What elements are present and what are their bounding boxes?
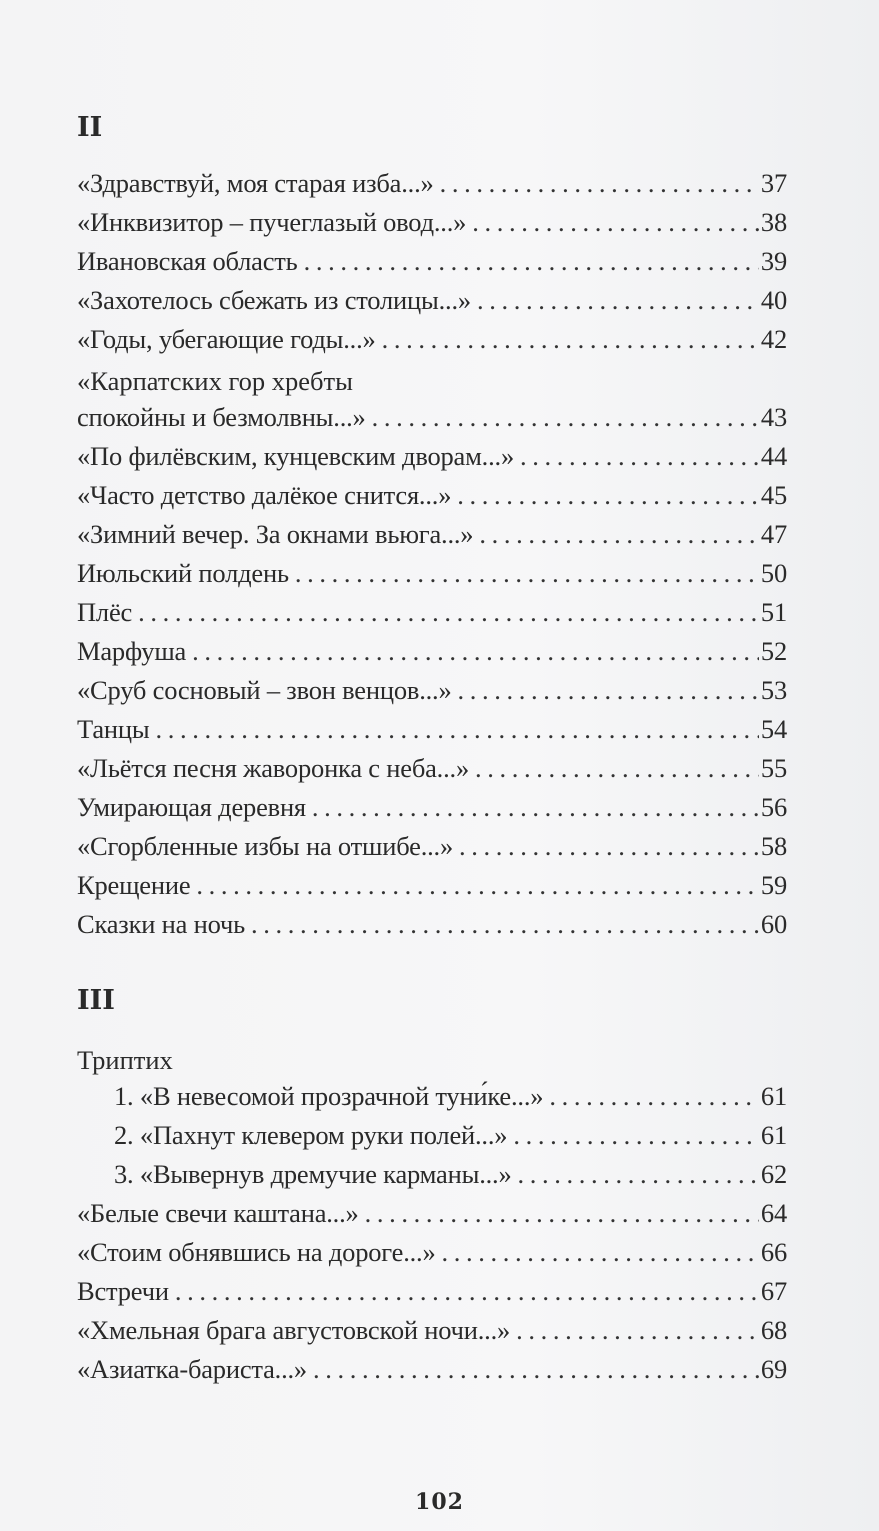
leader-dots [372, 402, 759, 433]
leader-dots [192, 636, 759, 667]
leader-dots [313, 1354, 759, 1385]
toc-entry: Июльский полдень . . . 50 [77, 558, 787, 596]
toc-entry: «Часто детство далёкое снится...» . . . 45 [77, 480, 787, 518]
leader-dots [459, 831, 759, 862]
leader-dots [457, 480, 759, 511]
leader-dots [518, 1159, 759, 1190]
leader-dots [295, 558, 759, 589]
leader-dots [312, 792, 759, 823]
toc-entry: Умирающая деревня . . . 56 [77, 792, 787, 830]
section-heading-iii: III [77, 985, 115, 1016]
leader-dots [440, 168, 759, 199]
leader-dots [472, 207, 759, 238]
toc-entry: «Захотелось сбежать из столицы...» . . . 40 [77, 285, 787, 323]
leader-dots [477, 285, 759, 316]
leader-dots [155, 714, 758, 745]
toc-entry: «Зимний вечер. За окнами вьюга...» . . . 47 [77, 519, 787, 557]
toc-sub-entry: 2. «Пахнут клевером руки полей...» . . . 61 [114, 1120, 787, 1158]
toc-entry: «Белые свечи каштана...» . . . 64 [77, 1198, 787, 1236]
toc-entry: Плёс . . . 51 [77, 597, 787, 635]
leader-dots [458, 675, 759, 706]
leader-dots [549, 1081, 759, 1112]
toc-entry: Марфуша . . . 52 [77, 636, 787, 674]
toc-sub-entry: 1. «В невесомой прозрачной туни́ке...» . . . 61 [114, 1081, 787, 1119]
leader-dots [365, 1198, 759, 1229]
toc-entry: спокойны и безмолвны...» . . . 43 [77, 402, 787, 440]
toc-entry: «Стоим обнявшись на дороге...» . . . 66 [77, 1237, 787, 1275]
leader-dots [520, 441, 759, 472]
section-heading-ii: II [77, 112, 103, 143]
toc-entry: Встречи . . . 67 [77, 1276, 787, 1314]
toc-entry: Крещение . . . 59 [77, 870, 787, 908]
leader-dots [442, 1237, 759, 1268]
leader-dots [513, 1120, 759, 1151]
toc-sub-entry: 3. «Вывернув дремучие карманы...» . . . 62 [114, 1159, 787, 1197]
leader-dots [251, 909, 759, 940]
leader-dots [382, 324, 759, 355]
toc-entry: «По филёвским, кунцевским дворам...» . . . 44 [77, 441, 787, 479]
leader-dots [175, 1276, 759, 1307]
toc-entry: «Сруб сосновый – звон венцов...» . . . 53 [77, 675, 787, 713]
toc-entry: «Здравствуй, моя старая изба...» . . . 37 [77, 168, 787, 206]
toc-entry: Танцы . . . 54 [77, 714, 787, 752]
toc-entry: Ивановская область . . . 39 [77, 246, 787, 284]
page-number: 102 [415, 1489, 464, 1515]
toc-entry: «Азиатка-бариста...» . . . 69 [77, 1354, 787, 1392]
leader-dots [304, 246, 759, 277]
toc-entry: «Инквизитор – пучеглазый овод...» . . . 38 [77, 207, 787, 245]
leader-dots [475, 753, 759, 784]
toc-entry: Сказки на ночь . . . 60 [77, 909, 787, 947]
leader-dots [479, 519, 759, 550]
leader-dots [516, 1315, 759, 1346]
group-title-triptych: Триптих [77, 1045, 173, 1075]
toc-entry-line1: «Карпатских гор хребты [77, 366, 353, 396]
leader-dots [138, 597, 759, 628]
leader-dots [196, 870, 759, 901]
toc-entry: «Сгорбленные избы на отшибе...» . . . 58 [77, 831, 787, 869]
toc-entry: «Хмельная брага августовской ночи...» . . . 68 [77, 1315, 787, 1353]
toc-entry: «Годы, убегающие годы...» . . . 42 [77, 324, 787, 362]
toc-entry: «Льётся песня жаворонка с неба...» . . . 55 [77, 753, 787, 791]
